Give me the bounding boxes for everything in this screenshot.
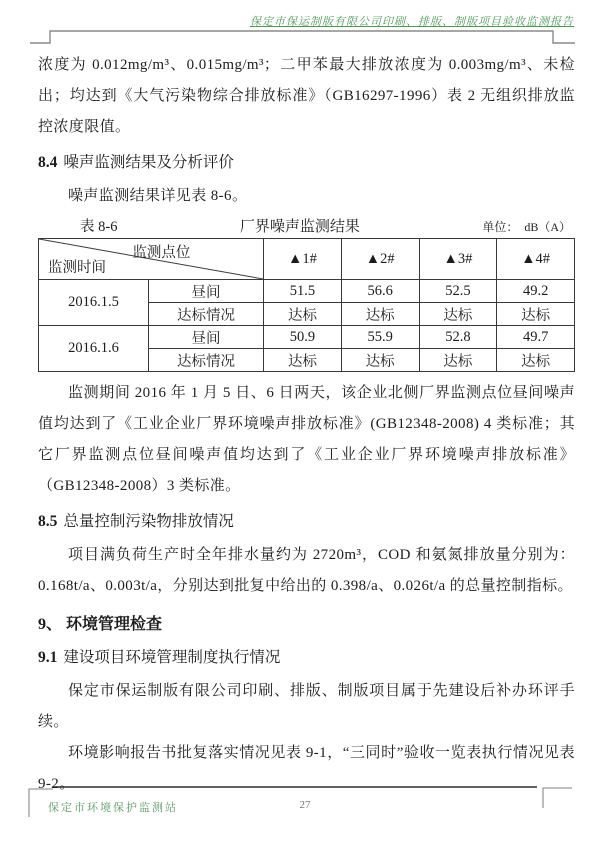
column-header-point-4: ▲4# <box>497 239 575 280</box>
status-cell: 达标 <box>341 303 419 326</box>
chapter-heading-9 <box>38 612 575 638</box>
value-cell: 55.9 <box>341 326 419 349</box>
status-cell: 达标 <box>264 303 342 326</box>
page-header-title: 保定市保运制版有限公司印刷、排版、制版项目验收监测报告 <box>250 16 574 28</box>
section-heading-9-1 <box>38 645 575 671</box>
chapter-number: 9、 <box>38 616 63 633</box>
table-caption-unit: 单位： dB（A） <box>482 220 571 234</box>
table-caption <box>38 215 575 236</box>
value-cell: 50.9 <box>264 326 342 349</box>
status-cell: 达标 <box>497 349 575 372</box>
section-heading-8-5 <box>38 509 575 535</box>
paragraph-total-control: 项目满负荷生产时全年排水量约为 2720m³，COD 和氨氮排放量分别为：0.168t/a、0.003t/a，分别达到批复中给出的 0.398/a、0.026t/a 的总量控制指标。 <box>38 547 575 594</box>
value-cell: 49.2 <box>497 280 575 303</box>
paragraph-noise-ref: 噪声监测结果详见表 8-6。 <box>68 188 248 204</box>
chapter-title: 环境管理检查 <box>66 616 163 633</box>
row-label-cell: 达标情况 <box>148 349 263 372</box>
status-cell: 达标 <box>419 303 497 326</box>
paragraph-emission-conclusion: 浓度为 0.012mg/m³、0.015mg/m³；二甲苯最大排放浓度为 0.003mg/m³、未检出；均达到《大气污染物综合排放标准》（GB16297-1996）表 2 无组织排放监控浓度限值。 <box>38 57 575 135</box>
section-heading-8-4 <box>38 150 575 176</box>
value-cell: 52.5 <box>419 280 497 303</box>
section-title: 噪声监测结果及分析评价 <box>63 154 234 171</box>
page-footer-org: 保定市环境保护监测站 <box>48 802 178 814</box>
table-header-row <box>39 239 575 280</box>
date-cell: 2016.1.5 <box>39 280 149 326</box>
column-header-point-3: ▲3# <box>419 239 497 280</box>
column-header-point-2: ▲2# <box>341 239 419 280</box>
paragraph-report-tables-ref: 环境影响报告书批复落实情况见表 9-1，“三同时”验收一览表执行情况见表 9-2。 <box>38 745 575 792</box>
corner-label-point: 监测点位 <box>132 245 191 261</box>
section-title: 建设项目环境管理制度执行情况 <box>63 649 281 666</box>
corner-label-time: 监测时间 <box>48 260 106 276</box>
status-cell: 达标 <box>419 349 497 372</box>
row-label-cell: 昼间 <box>148 280 263 303</box>
value-cell: 51.5 <box>264 280 342 303</box>
noise-monitoring-table <box>38 238 575 372</box>
page-number: 27 <box>299 799 311 811</box>
document-body <box>38 50 575 800</box>
section-number: 8.5 <box>38 513 58 530</box>
date-cell: 2016.1.6 <box>39 326 149 372</box>
table-caption-label: 表 8-6 <box>80 219 118 235</box>
value-cell: 56.6 <box>341 280 419 303</box>
table-row <box>39 280 575 303</box>
column-header-point-1: ▲1# <box>264 239 342 280</box>
section-number: 8.4 <box>38 154 58 171</box>
table-caption-title: 厂界噪声监测结果 <box>239 219 360 235</box>
paragraph-company-status: 保定市保运制版有限公司印刷、排版、制版项目属于先建设后补办环评手续。 <box>38 683 575 730</box>
paragraph-monitoring-conclusion: 监测期间 2016 年 1 月 5 日、6 日两天，该企业北侧厂界监测点位昼间噪声值均达到了《工业企业厂界环境噪声排放标准》(GB12348-2008) 4 类标准；其它厂界监测点位昼间噪声值均达到了《工业企业厂界环境噪声排放标准》（GB12348-2008）3 类标准。 <box>38 385 575 494</box>
table-row <box>39 326 575 349</box>
status-cell: 达标 <box>497 303 575 326</box>
table-corner-cell <box>39 239 264 280</box>
section-number: 9.1 <box>38 649 58 666</box>
value-cell: 52.8 <box>419 326 497 349</box>
row-label-cell: 达标情况 <box>148 303 263 326</box>
section-title: 总量控制污染物排放情况 <box>63 513 234 530</box>
row-label-cell: 昼间 <box>148 326 263 349</box>
status-cell: 达标 <box>264 349 342 372</box>
status-cell: 达标 <box>341 349 419 372</box>
value-cell: 49.7 <box>497 326 575 349</box>
